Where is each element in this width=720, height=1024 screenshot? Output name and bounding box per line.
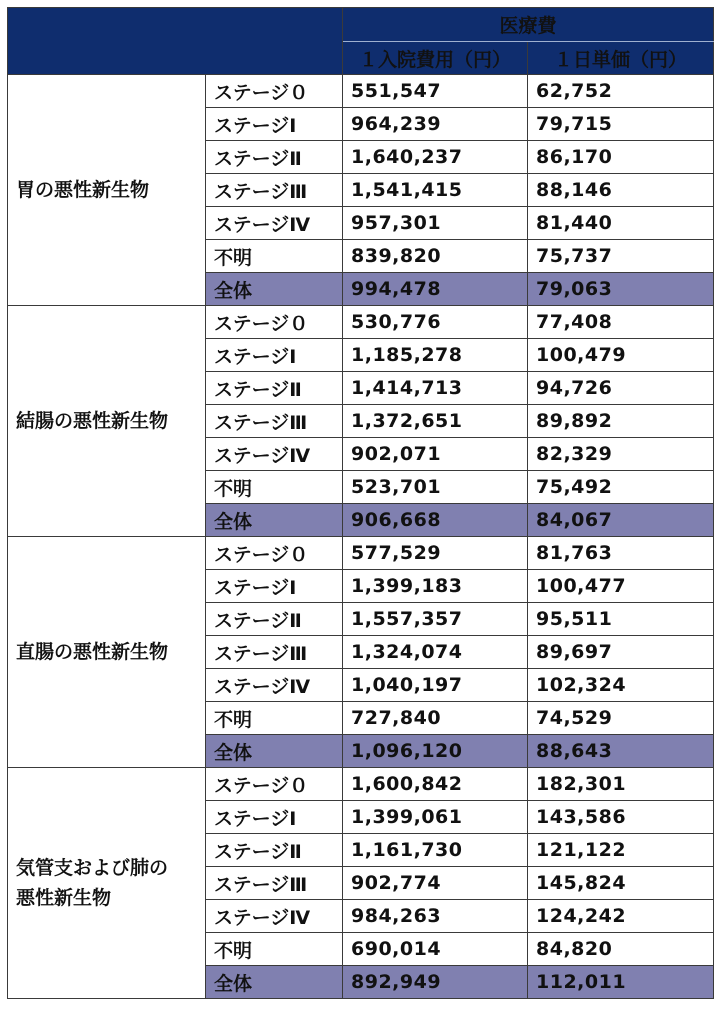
cancer-type-label: 直腸の悪性新生物 [8,537,206,768]
stage-label: 全体 [206,273,343,306]
stage-label: ステージⅡ [206,141,343,174]
per-admission-cost: 906,668 [343,504,528,537]
header-row-group [8,8,714,42]
per-admission-cost: 902,774 [343,867,528,900]
stage-label: ステージ０ [206,537,343,570]
per-admission-cost: 984,263 [343,900,528,933]
per-admission-cost: 1,096,120 [343,735,528,768]
per-day-cost: 124,242 [528,900,714,933]
stage-label: 全体 [206,966,343,999]
per-admission-cost: 1,399,061 [343,801,528,834]
per-admission-cost: 1,640,237 [343,141,528,174]
per-admission-cost: 1,557,357 [343,603,528,636]
per-admission-cost: 1,040,197 [343,669,528,702]
stage-label: 全体 [206,735,343,768]
per-day-cost: 62,752 [528,75,714,108]
stage-label: ステージⅢ [206,636,343,669]
medical-cost-table [7,7,714,999]
per-day-cost: 82,329 [528,438,714,471]
per-admission-cost: 892,949 [343,966,528,999]
table-row [8,537,714,570]
stage-label: ステージⅡ [206,372,343,405]
stage-label: ステージ０ [206,75,343,108]
per-admission-cost: 1,399,183 [343,570,528,603]
per-admission-cost: 1,414,713 [343,372,528,405]
stage-label: ステージⅠ [206,339,343,372]
header-per-admission: １入院費用（円） [343,42,528,75]
table-row [8,306,714,339]
cancer-type-label: 胃の悪性新生物 [8,75,206,306]
per-day-cost: 84,067 [528,504,714,537]
per-admission-cost: 727,840 [343,702,528,735]
per-day-cost: 145,824 [528,867,714,900]
per-day-cost: 95,511 [528,603,714,636]
header-blank-cell [8,8,343,75]
per-admission-cost: 994,478 [343,273,528,306]
per-day-cost: 81,440 [528,207,714,240]
per-day-cost: 143,586 [528,801,714,834]
per-day-cost: 77,408 [528,306,714,339]
per-admission-cost: 523,701 [343,471,528,504]
per-admission-cost: 839,820 [343,240,528,273]
cancer-type-label: 気管支および肺の 悪性新生物 [8,768,206,999]
per-day-cost: 75,737 [528,240,714,273]
stage-label: ステージⅠ [206,108,343,141]
stage-label: 全体 [206,504,343,537]
per-admission-cost: 1,372,651 [343,405,528,438]
per-admission-cost: 1,324,074 [343,636,528,669]
per-day-cost: 81,763 [528,537,714,570]
per-day-cost: 94,726 [528,372,714,405]
header-per-day: １日単価（円） [528,42,714,75]
table-row [8,75,714,108]
per-day-cost: 84,820 [528,933,714,966]
per-day-cost: 79,063 [528,273,714,306]
stage-label: ステージⅡ [206,834,343,867]
per-day-cost: 75,492 [528,471,714,504]
stage-label: 不明 [206,471,343,504]
per-day-cost: 88,146 [528,174,714,207]
stage-label: ステージ０ [206,306,343,339]
table-row [8,768,714,801]
per-day-cost: 89,697 [528,636,714,669]
per-day-cost: 100,477 [528,570,714,603]
per-day-cost: 86,170 [528,141,714,174]
stage-label: ステージⅢ [206,405,343,438]
per-admission-cost: 902,071 [343,438,528,471]
stage-label: 不明 [206,933,343,966]
cancer-type-label: 結腸の悪性新生物 [8,306,206,537]
per-admission-cost: 1,161,730 [343,834,528,867]
per-day-cost: 182,301 [528,768,714,801]
per-day-cost: 102,324 [528,669,714,702]
stage-label: 不明 [206,702,343,735]
stage-label: ステージⅣ [206,438,343,471]
per-day-cost: 89,892 [528,405,714,438]
table-body [8,75,714,999]
per-admission-cost: 1,541,415 [343,174,528,207]
per-admission-cost: 577,529 [343,537,528,570]
stage-label: ステージⅡ [206,603,343,636]
stage-label: 不明 [206,240,343,273]
per-day-cost: 74,529 [528,702,714,735]
stage-label: ステージⅣ [206,207,343,240]
per-admission-cost: 551,547 [343,75,528,108]
per-day-cost: 88,643 [528,735,714,768]
per-day-cost: 121,122 [528,834,714,867]
per-admission-cost: 1,600,842 [343,768,528,801]
per-admission-cost: 964,239 [343,108,528,141]
per-day-cost: 100,479 [528,339,714,372]
per-admission-cost: 690,014 [343,933,528,966]
stage-label: ステージⅢ [206,174,343,207]
header-medical-cost: 医療費 [343,8,714,42]
per-day-cost: 112,011 [528,966,714,999]
per-day-cost: 79,715 [528,108,714,141]
stage-label: ステージⅢ [206,867,343,900]
per-admission-cost: 957,301 [343,207,528,240]
per-admission-cost: 530,776 [343,306,528,339]
stage-label: ステージ０ [206,768,343,801]
per-admission-cost: 1,185,278 [343,339,528,372]
stage-label: ステージⅣ [206,669,343,702]
stage-label: ステージⅠ [206,570,343,603]
stage-label: ステージⅠ [206,801,343,834]
stage-label: ステージⅣ [206,900,343,933]
